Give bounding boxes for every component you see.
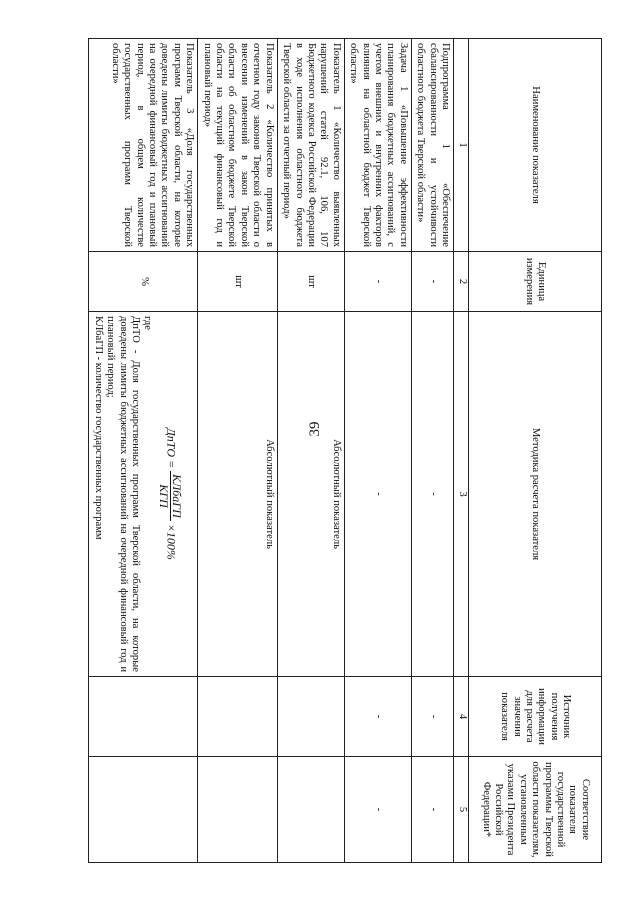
compliance-cell: [277, 757, 344, 863]
table-row: [277, 39, 344, 863]
method-cell: Абсолютный показатель: [198, 312, 277, 677]
source-cell: [277, 677, 344, 757]
method-cell: Абсолютный показатель: [277, 312, 344, 677]
indicator-name: Задача 1 «Повышение эффективности планирования бюджетных ассигнований, с учетом внешних и внутренних факторов влияния на областной бюджет Тверской области»: [344, 39, 411, 252]
unit-cell: шт: [277, 252, 344, 312]
column-number: 3: [454, 312, 469, 677]
table-row: [198, 39, 277, 863]
table-row: [411, 39, 453, 863]
column-number-row: [454, 39, 469, 863]
source-cell: -: [411, 677, 453, 757]
compliance-cell: [198, 757, 277, 863]
formula-denominator: КГП: [156, 484, 171, 508]
formula-left: ДпТО =: [164, 428, 179, 469]
column-number: 4: [454, 677, 469, 757]
indicator-name: Показатель 2 «Количество принятых в отчетном году законов Тверской области о внесении изменений в закон Тверской области об областном бюджете Тверской области на текущий финансовый год и плановый период»: [198, 39, 277, 252]
unit-cell: -: [344, 252, 411, 312]
header-source: Источник получения информации для расчета значения показателя: [469, 677, 602, 757]
formula-right: ×100%: [164, 523, 179, 560]
compliance-cell: -: [344, 757, 411, 863]
unit-cell: -: [411, 252, 453, 312]
indicators-table: [92, 38, 602, 862]
header-unit: Единица измерения: [469, 252, 602, 312]
definition: КЛбаГП - количество государственных программ: [92, 316, 104, 540]
column-number: 1: [454, 39, 469, 252]
table-header-row: [469, 39, 602, 863]
formula-numerator: КЛбаГП: [170, 471, 183, 521]
header-compliance: Соответствие показателя государственной программы Тверской области показателям, установленным указами Президента Российской Федерации*: [469, 757, 602, 863]
column-number: 5: [454, 757, 469, 863]
formula-where: где: [142, 316, 154, 330]
method-cell: -: [411, 312, 453, 677]
method-cell: -: [344, 312, 411, 677]
header-name: Наименование показателя: [469, 39, 602, 252]
source-cell: -: [344, 677, 411, 757]
source-cell: [198, 677, 277, 757]
compliance-cell: -: [411, 757, 453, 863]
table-row: [89, 39, 198, 863]
indicator-name: Показатель 1 «Количество выявленных нарушений статей 92.1, 106, 107 Бюджетного кодекса Российской Федерации в ходе исполнения областного бюджета Тверской области за отчетный период»: [277, 39, 344, 252]
definition: ДпТО - Доля государственных программ Тверской области, на которые доведены лимиты бюджетных ассигнований на очередной финансовый год и плановый период;: [105, 316, 142, 672]
header-method: Методика расчета показателя: [469, 312, 602, 677]
table-row: [344, 39, 411, 863]
unit-cell: шт: [198, 252, 277, 312]
source-cell: [89, 677, 198, 757]
formula-fraction: [157, 471, 183, 521]
unit-cell: %: [89, 252, 198, 312]
indicator-name: Подпрограмма 1 «Обеспечение сбалансированности и устойчивости областного бюджета Тверской области»: [411, 39, 453, 252]
compliance-cell: [89, 757, 198, 863]
page-number: 39: [307, 421, 323, 437]
indicator-name: Показатель 3 «Доля государственных программ Тверской области, на которые доведены лимиты бюджетных ассигнований на очередной финансовый год и плановый период, в общем количестве государственных программ Тверской области»: [89, 39, 198, 252]
column-number: 2: [454, 252, 469, 312]
formula: [157, 316, 183, 672]
method-cell: [89, 312, 198, 677]
